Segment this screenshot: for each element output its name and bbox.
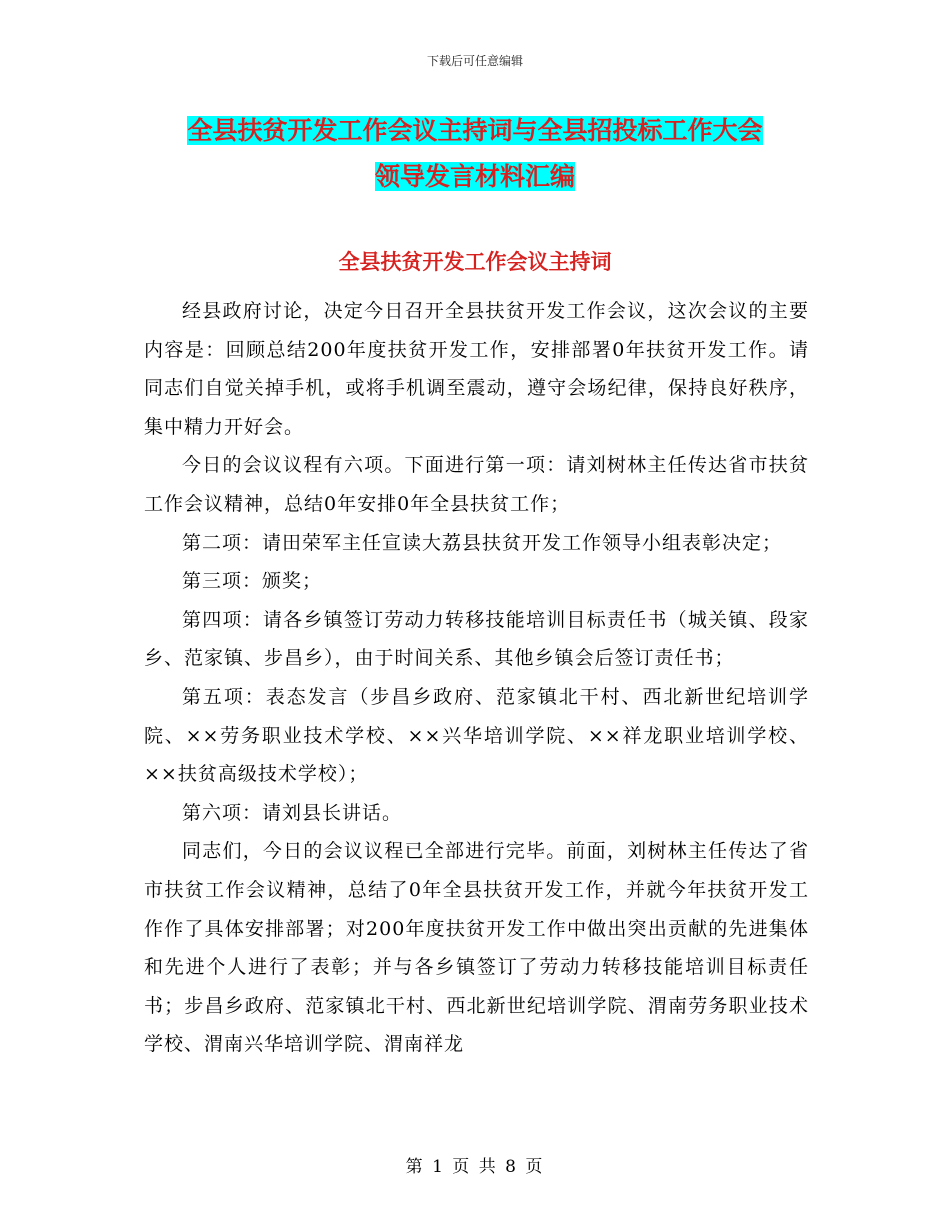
paragraph-4: 第三项：颁奖； [182,570,323,593]
document-title-line-2: 领导发言材料汇编 [374,162,575,191]
page-footer-number: 第 1 页 共 8 页 [405,1157,545,1177]
body-text [144,292,809,1064]
paragraph-6: 第五项：表态发言（步昌乡政府、范家镇北干村、西北新世纪培训学院、××劳务职业技术学校、××兴华培训学院、××祥龙职业培训学校、××扶贫高级技术学校）； [144,685,809,786]
paragraph-8: 同志们，今日的会议议程已全部进行完毕。前面，刘树林主任传达了省市扶贫工作会议精神，总结了0年全县扶贫开发工作，并就今年扶贫开发工作作了具体安排部署；对200年度扶贫开发工作中做出突出贡献的先进集体和先进个人进行了表彰；并与各乡镇签订了劳动力转移技能培训目标责任书；步昌乡政府、范家镇北干村、西北新世纪培训学院、渭南劳务职业技术学校、渭南兴华培训学院、渭南祥龙 [144,840,809,1056]
paragraph-7: 第六项：请刘县长讲话。 [182,801,403,824]
document-title-line-1: 全县扶贫开发工作会议主持词与全县招投标工作大会 [187,116,763,145]
paragraph-1: 经县政府讨论，决定今日召开全县扶贫开发工作会议，这次会议的主要内容是：回顾总结200年度扶贫开发工作，安排部署0年扶贫开发工作。请同志们自觉关掉手机，或将手机调至震动，遵守会场纪律，保持良好秩序，集中精力开好会。 [144,300,809,438]
paragraph-3: 第二项：请田荣军主任宣读大荔县扶贫开发工作领导小组表彰决定； [182,531,783,554]
page-header-note: 下载后可任意编辑 [426,54,523,68]
section-heading: 全县扶贫开发工作会议主持词 [338,250,612,274]
document-title [150,108,800,200]
paragraph-2: 今日的会议议程有六项。下面进行第一项：请刘树林主任传达省市扶贫工作会议精神，总结0年安排0年全县扶贫工作； [144,454,809,515]
paragraph-5: 第四项：请各乡镇签订劳动力转移技能培训目标责任书（城关镇、段家乡、范家镇、步昌乡），由于时间关系、其他乡镇会后签订责任书； [144,608,809,670]
